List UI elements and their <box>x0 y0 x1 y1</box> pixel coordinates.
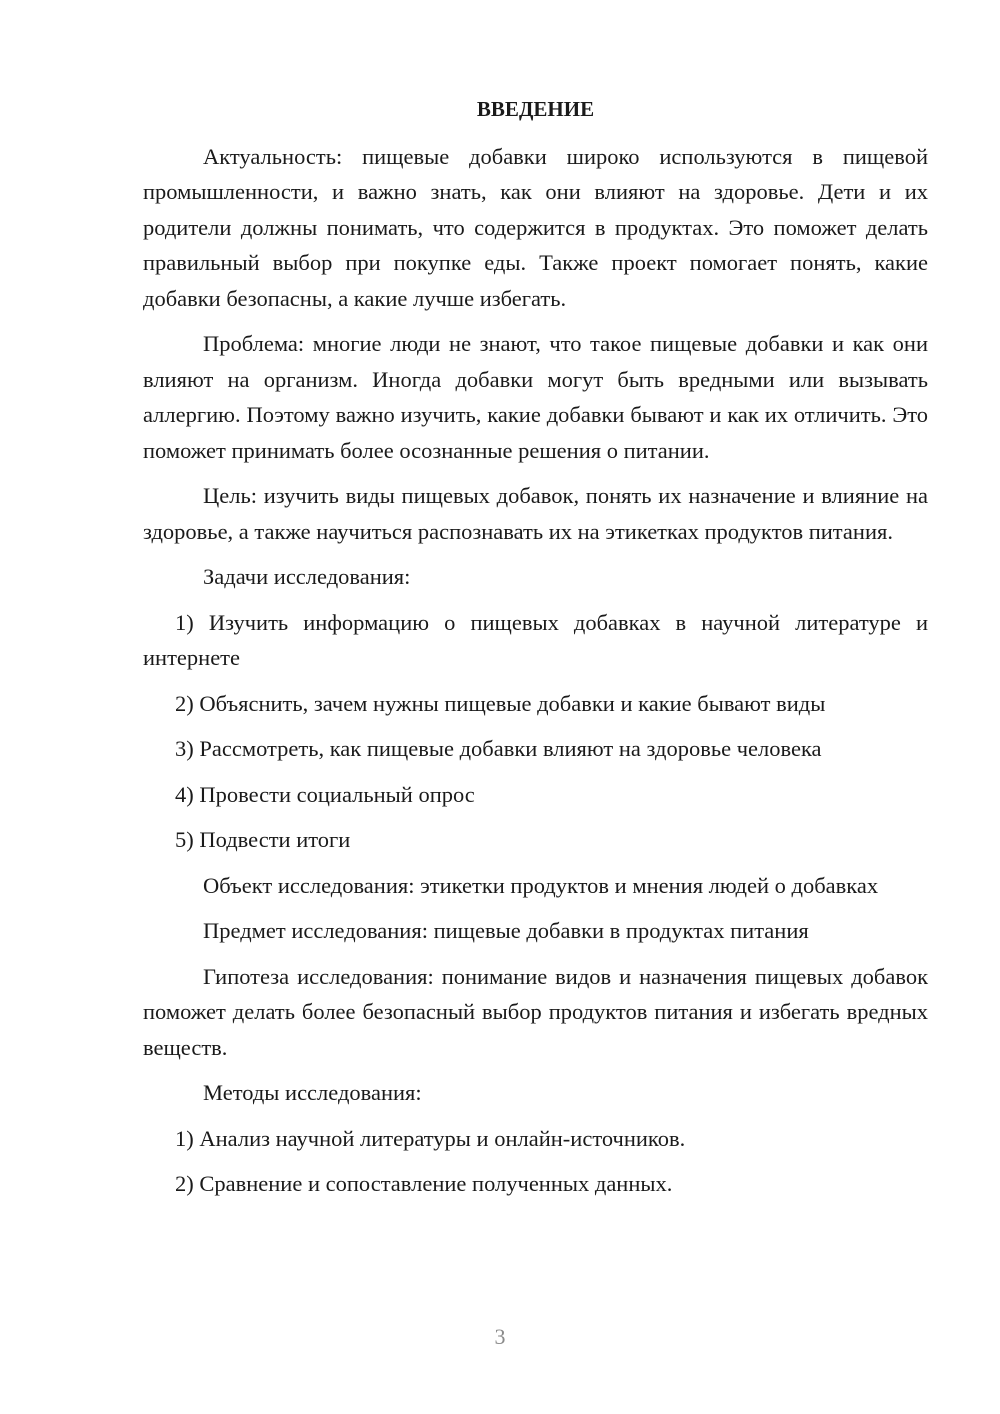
page-number: 3 <box>494 1324 506 1349</box>
tasks-heading: Задачи исследования: <box>203 564 411 589</box>
document-page <box>143 92 928 1212</box>
task-item: 1) Изучить информацию о пищевых добавках в научной литературе и интернете <box>143 609 928 670</box>
relevance-paragraph: Актуальность: пищевые добавки широко используются в пищевой промышленности, и важно знать, как они влияют на здоровье. Дети и их родители должны понимать, что содержится в продуктах. Это поможет делать правильный выбор при покупке еды. Также проект помогает понять, какие добавки безопасны, а какие лучше избегать. <box>143 143 928 311</box>
task-item: 5) Подвести итоги <box>175 827 351 852</box>
method-item: 2) Сравнение и сопоставление полученных данных. <box>175 1171 673 1196</box>
task-item: 2) Объяснить, зачем нужны пищевые добавки и какие бывают виды <box>175 690 826 716</box>
goal-paragraph: Цель: изучить виды пищевых добавок, понять их назначение и влияние на здоровье, а также научиться распознавать их на этикетках продуктов питания. <box>143 483 928 544</box>
task-item: 3) Рассмотреть, как пищевые добавки влияют на здоровье человека <box>175 736 822 761</box>
task-item: 4) Провести социальный опрос <box>175 781 475 807</box>
method-item: 1) Анализ научной литературы и онлайн-источников. <box>175 1125 686 1151</box>
object-paragraph: Объект исследования: этикетки продуктов и мнения людей о добавках <box>203 872 879 898</box>
subject-paragraph: Предмет исследования: пищевые добавки в продуктах питания <box>203 918 809 943</box>
hypothesis-paragraph: Гипотеза исследования: понимание видов и назначения пищевых добавок поможет делать более безопасный выбор продуктов питания и избегать вредных веществ. <box>143 963 928 1060</box>
methods-heading: Методы исследования: <box>203 1080 422 1105</box>
problem-paragraph: Проблема: многие люди не знают, что такое пищевые добавки и как они влияют на организм. Иногда добавки могут быть вредными или вызывать аллергию. Поэтому важно изучить, какие добавки бывают и как их отличить. Это поможет принимать более осознанные решения о питании. <box>143 331 928 463</box>
section-title: ВВЕДЕНИЕ <box>476 97 595 121</box>
